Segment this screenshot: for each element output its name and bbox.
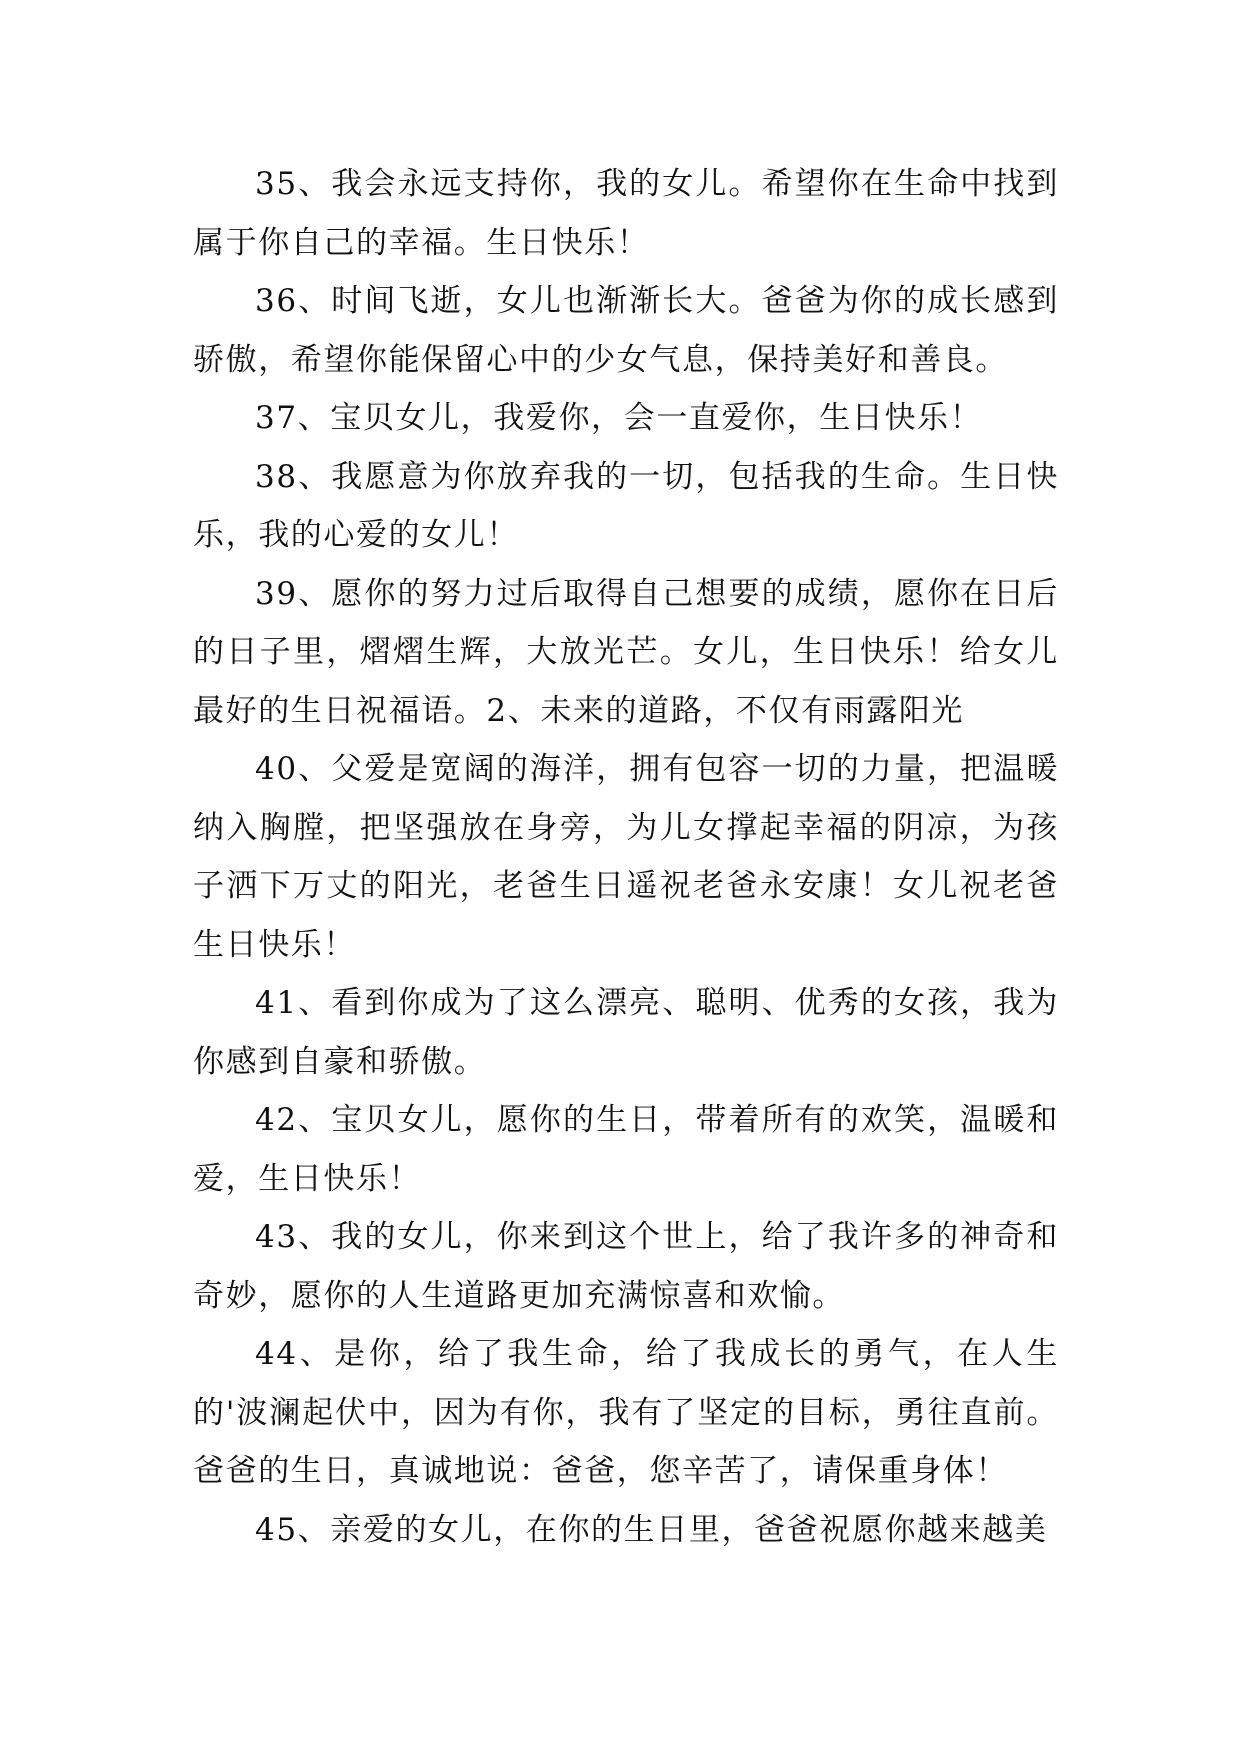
paragraph-43: 43、我的女儿，你来到这个世上，给了我许多的神奇和奇妙，愿你的人生道路更加充满惊喜和欢愉。 — [193, 1219, 1059, 1314]
paragraph-45: 45、亲爱的女儿，在你的生日里，爸爸祝愿你越来越美 — [255, 1511, 1048, 1548]
paragraph-44: 44、是你，给了我生命，给了我成长的勇气，在人生的'波澜起伏中，因为有你，我有了坚定的目标，勇往直前。爸爸的生日，真诚地说：爸爸，您辛苦了，请保重身体！ — [193, 1336, 1059, 1489]
paragraph-37: 37、宝贝女儿，我爱你，会一直爱你，生日快乐！ — [255, 400, 983, 436]
paragraph-39: 39、愿你的努力过后取得自己想要的成绩，愿你在日后的日子里，熠熠生辉，大放光芒。女儿，生日快乐！给女儿最好的生日祝福语。2、未来的道路，不仅有雨露阳光 — [193, 575, 1059, 729]
paragraph-40: 40、父爱是宽阔的海洋，拥有包容一切的力量，把温暖纳入胸膛，把坚强放在身旁，为儿女撑起幸福的阴凉，为孩子洒下万丈的阳光，老爸生日遥祝老爸永安康！女儿祝老爸生日快乐！ — [193, 751, 1059, 963]
document-page — [193, 155, 1059, 1559]
paragraph-41: 41、看到你成为了这么漂亮、聪明、优秀的女孩，我为你感到自豪和骄傲。 — [193, 985, 1059, 1080]
paragraph-36: 36、时间飞逝，女儿也渐渐长大。爸爸为你的成长感到骄傲，希望你能保留心中的少女气息，保持美好和善良。 — [193, 283, 1059, 378]
paragraph-35: 35、我会永远支持你，我的女儿。希望你在生命中找到属于你自己的幸福。生日快乐！ — [193, 166, 1059, 261]
paragraph-42: 42、宝贝女儿，愿你的生日，带着所有的欢笑，温暖和爱，生日快乐！ — [193, 1102, 1059, 1197]
paragraph-38: 38、我愿意为你放弃我的一切，包括我的生命。生日快乐，我的心爱的女儿！ — [193, 458, 1059, 553]
